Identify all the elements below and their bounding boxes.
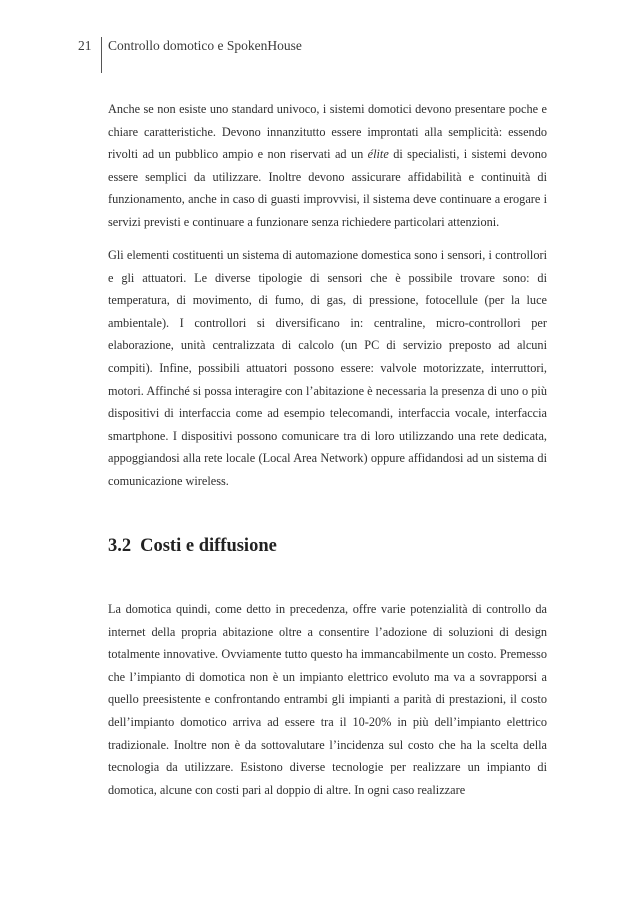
section-title: Costi e diffusione — [140, 536, 277, 556]
page-number: 21 — [78, 38, 92, 53]
paragraph-text — [108, 98, 547, 234]
paragraph-text: Gli elementi costituenti un sistema di automazione domestica sono i sensori, i controllori e gli attuatori. Le diverse tipologie di sensori che è possibile trovare sono: di temperatura, di movimento, di fumo, di gas, di pressione, fotocellule (per la luce ambientale). I controllori si diversificano in: centraline, micro-controllori per elaborazione, unità centralizzata di calcolo (un PC di servizio preposto ad alcuni compiti). Infine, possibili attuatori possono essere: valvole motorizzate, interruttori, motori. Affinché si possa interagire con l’abitazione è necessaria la presenza di uno o più dispositivi di interfaccia come ad esempio telecomandi, interfaccia vocale, interfaccia smartphone. I dispositivi possono comunicare tra di loro utilizzando una rete dedicata, appoggiandosi alla rete locale (Local Area Network) oppure affidandosi ad un sistema di comunicazione wireless. — [108, 248, 547, 488]
running-title: Controllo domotico e SpokenHouse — [108, 38, 302, 53]
header-divider — [101, 37, 102, 73]
paragraph-characteristics — [108, 98, 547, 234]
paragraph-text-end: di specialisti, i sistemi devono essere semplici da utilizzare. Inoltre devono assicurare affidabilità e continuità di funzionamento, anche in caso di guasti improvvisi, il sistema deve continuare a erogare i servizi previsti e continuare a funzionare senza richiedere particolari attenzioni. — [108, 147, 547, 229]
paragraph-text-start: Anche se non esiste uno standard univoco, i sistemi domotici devono presentare poche e chiare caratteristiche. Devono innanzitutto essere improntati alla semplicità: essendo rivolti ad un pubblico ampio e non riservati ad un — [108, 102, 547, 162]
page-header — [0, 0, 638, 80]
paragraph-text: La domotica quindi, come detto in precedenza, offre varie potenzialità di controllo da internet della propria abitazione oltre a consentire l’adozione di soluzioni di design totalmente innovative. Ovviamente tutto questo ha immancabilmente un costo. Premesso che l’impianto di domotica non è un impianto elettrico evoluto ma va a sovrapporsi a quello preesistente e confrontando entrambi gli impianti a parità di prestazioni, il costo dell’impianto domotico arriva ad essere tra il 10-20% in più dell’impianto elettrico tradizionale. Inoltre non è da sottovalutare l’incidenza sul costo che ha la scelta della tecnologia da utilizzare. Esistono diverse tecnologie per realizzare un impianto di domotica, alcune con costi pari al doppio di altre. In ogni caso realizzare — [108, 602, 547, 797]
paragraph-costs — [108, 598, 547, 801]
section-heading — [108, 536, 277, 557]
section-number: 3.2 — [108, 536, 132, 556]
paragraph-elements — [108, 244, 547, 493]
emphasis-elite: élite — [367, 147, 389, 162]
